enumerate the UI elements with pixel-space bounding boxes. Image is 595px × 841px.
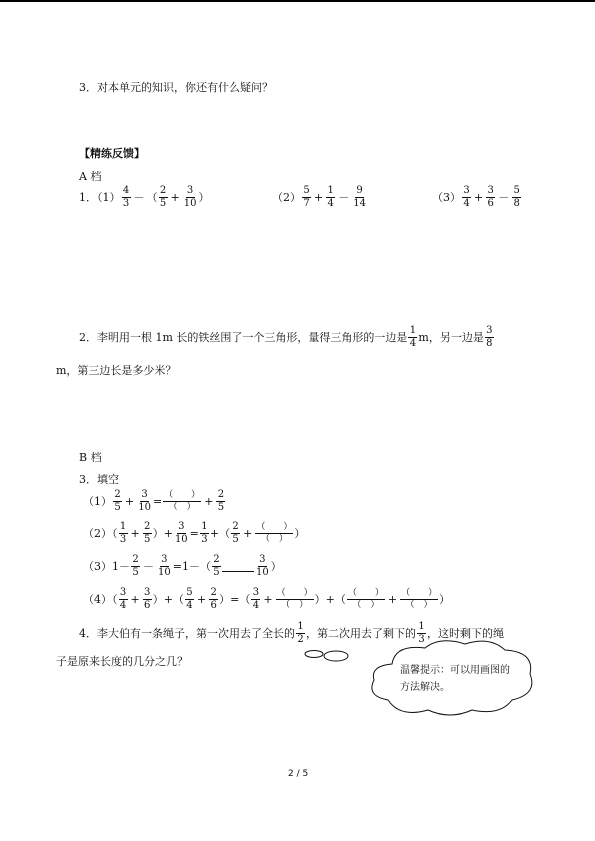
fraction: $\frac{1}{2}$ xyxy=(297,621,304,645)
fraction: $\frac{3}{10}$ xyxy=(138,489,151,513)
fraction: $\frac{3}{10}$ xyxy=(255,554,269,578)
level-a-label: A 档 xyxy=(79,170,102,183)
a1-label: 1．（1） xyxy=(79,191,121,204)
b3-row1: （1） $\frac{2}{5}$ + $\frac{3}{10}$ = $\frac{( )}{( )}$ + $\frac{2}{5}$ xyxy=(83,489,225,513)
level-b-label: B 档 xyxy=(79,451,102,464)
fraction: $\frac{2}{5}$ xyxy=(114,489,121,513)
b4-line2: 子是原来长度的几分之几？ xyxy=(56,655,188,668)
hint-text: 温馨提示：可以用画图的方法解决。 xyxy=(400,665,510,693)
fraction: $\frac{4}{3}$ xyxy=(122,185,130,209)
answer-blank[interactable] xyxy=(222,561,254,572)
fraction: $\frac{2}{5}$ xyxy=(132,554,139,578)
a1-part2: （2） $\frac{5}{7}$ + $\frac{1}{4}$ － $\frac{9}{14}$ xyxy=(272,185,366,209)
fraction: $\frac{2}{5}$ xyxy=(144,521,151,545)
fraction: $\frac{2}{5}$ xyxy=(159,185,167,209)
fraction: $\frac{3}{10}$ xyxy=(183,185,197,209)
fraction: $\frac{3}{10}$ xyxy=(158,554,171,578)
b3-row3: （3）1－ $\frac{2}{5}$ － $\frac{3}{10}$ =1－（ $\frac{2}{5}$ $\frac{3}{10}$ ） xyxy=(83,554,282,578)
fraction: $\frac{1}{3}$ xyxy=(418,621,425,645)
blank-fraction[interactable]: $\frac{( )}{( )}$ xyxy=(347,588,384,610)
b3-row2: （2）（ $\frac{1}{3}$ + $\frac{2}{5}$ ）+ $\frac{3}{10}$ = $\frac{1}{3}$ +（ $\frac{2}{5}$ + $\frac{( )}{( )}$ ） xyxy=(83,521,306,545)
b3-title: 3．填空 xyxy=(79,473,119,486)
fraction: $\frac{2}{5}$ xyxy=(232,521,239,545)
a2-line1: 2．李明用一根 1m 长的铁丝围了一个三角形，量得三角形的一边是 $\frac{1}{4}$ m，另一边是 $\frac{3}{8}$ xyxy=(79,325,493,349)
fraction: $\frac{3}{6}$ xyxy=(487,185,494,209)
blank-fraction[interactable]: $\frac{( )}{( )}$ xyxy=(401,588,438,610)
fraction: $\frac{3}{8}$ xyxy=(486,325,493,349)
fraction: $\frac{2}{5}$ xyxy=(217,489,225,513)
fraction: $\frac{1}{4}$ xyxy=(409,325,417,349)
fraction: $\frac{1}{4}$ xyxy=(327,185,334,209)
blank-fraction[interactable]: $\frac{( )}{( )}$ xyxy=(164,490,201,512)
fraction: $\frac{9}{14}$ xyxy=(353,185,366,209)
b4-line1: 4．李大伯有一条绳子，第一次用去了全长的 $\frac{1}{2}$ ，第二次用去了剩下的 $\frac{1}{3}$ ，这时剩下的绳 xyxy=(79,621,504,645)
fraction: $\frac{1}{3}$ xyxy=(119,521,127,545)
page-number: 2 / 5 xyxy=(288,769,309,779)
reflection-question: 3．对本单元的知识，你还有什么疑问？ xyxy=(79,81,273,94)
blank-fraction[interactable]: $\frac{( )}{( )}$ xyxy=(256,522,293,544)
fraction: $\frac{3}{4}$ xyxy=(119,587,127,611)
fraction: $\frac{3}{4}$ xyxy=(252,587,260,611)
top-rule xyxy=(0,0,595,2)
fraction: $\frac{3}{4}$ xyxy=(463,185,470,209)
fraction: $\frac{1}{3}$ xyxy=(201,521,208,545)
fraction: $\frac{5}{7}$ xyxy=(303,185,310,209)
fraction: $\frac{3}{6}$ xyxy=(144,587,151,611)
b3-row4: （4）（ $\frac{3}{4}$ + $\frac{3}{6}$ ）+（ $\frac{5}{4}$ + $\frac{2}{6}$ ）=（ $\frac{3}{4}$ + $\frac{( )}{( )}$ ）+（ $\frac{( )}{( )}$ + $\frac{( )}{( )}$ ） xyxy=(83,587,451,611)
fraction: $\frac{2}{6}$ xyxy=(210,587,217,611)
fraction: $\frac{5}{4}$ xyxy=(186,587,193,611)
blank-fraction[interactable]: $\frac{( )}{( )}$ xyxy=(276,588,313,610)
section-title: 【精练反馈】 xyxy=(79,147,145,160)
a2-line2: m，第三边长是多少米？ xyxy=(56,364,177,377)
fraction: $\frac{2}{5}$ xyxy=(213,554,220,578)
a1-part3: （3） $\frac{3}{4}$ + $\frac{3}{6}$ － $\frac{5}{8}$ xyxy=(432,185,520,209)
fraction: $\frac{5}{8}$ xyxy=(513,185,520,209)
fraction: $\frac{3}{10}$ xyxy=(174,521,188,545)
a1-part1: 1．（1） $\frac{4}{3}$ － （ $\frac{2}{5}$ + $\frac{3}{10}$ ） xyxy=(79,185,210,209)
